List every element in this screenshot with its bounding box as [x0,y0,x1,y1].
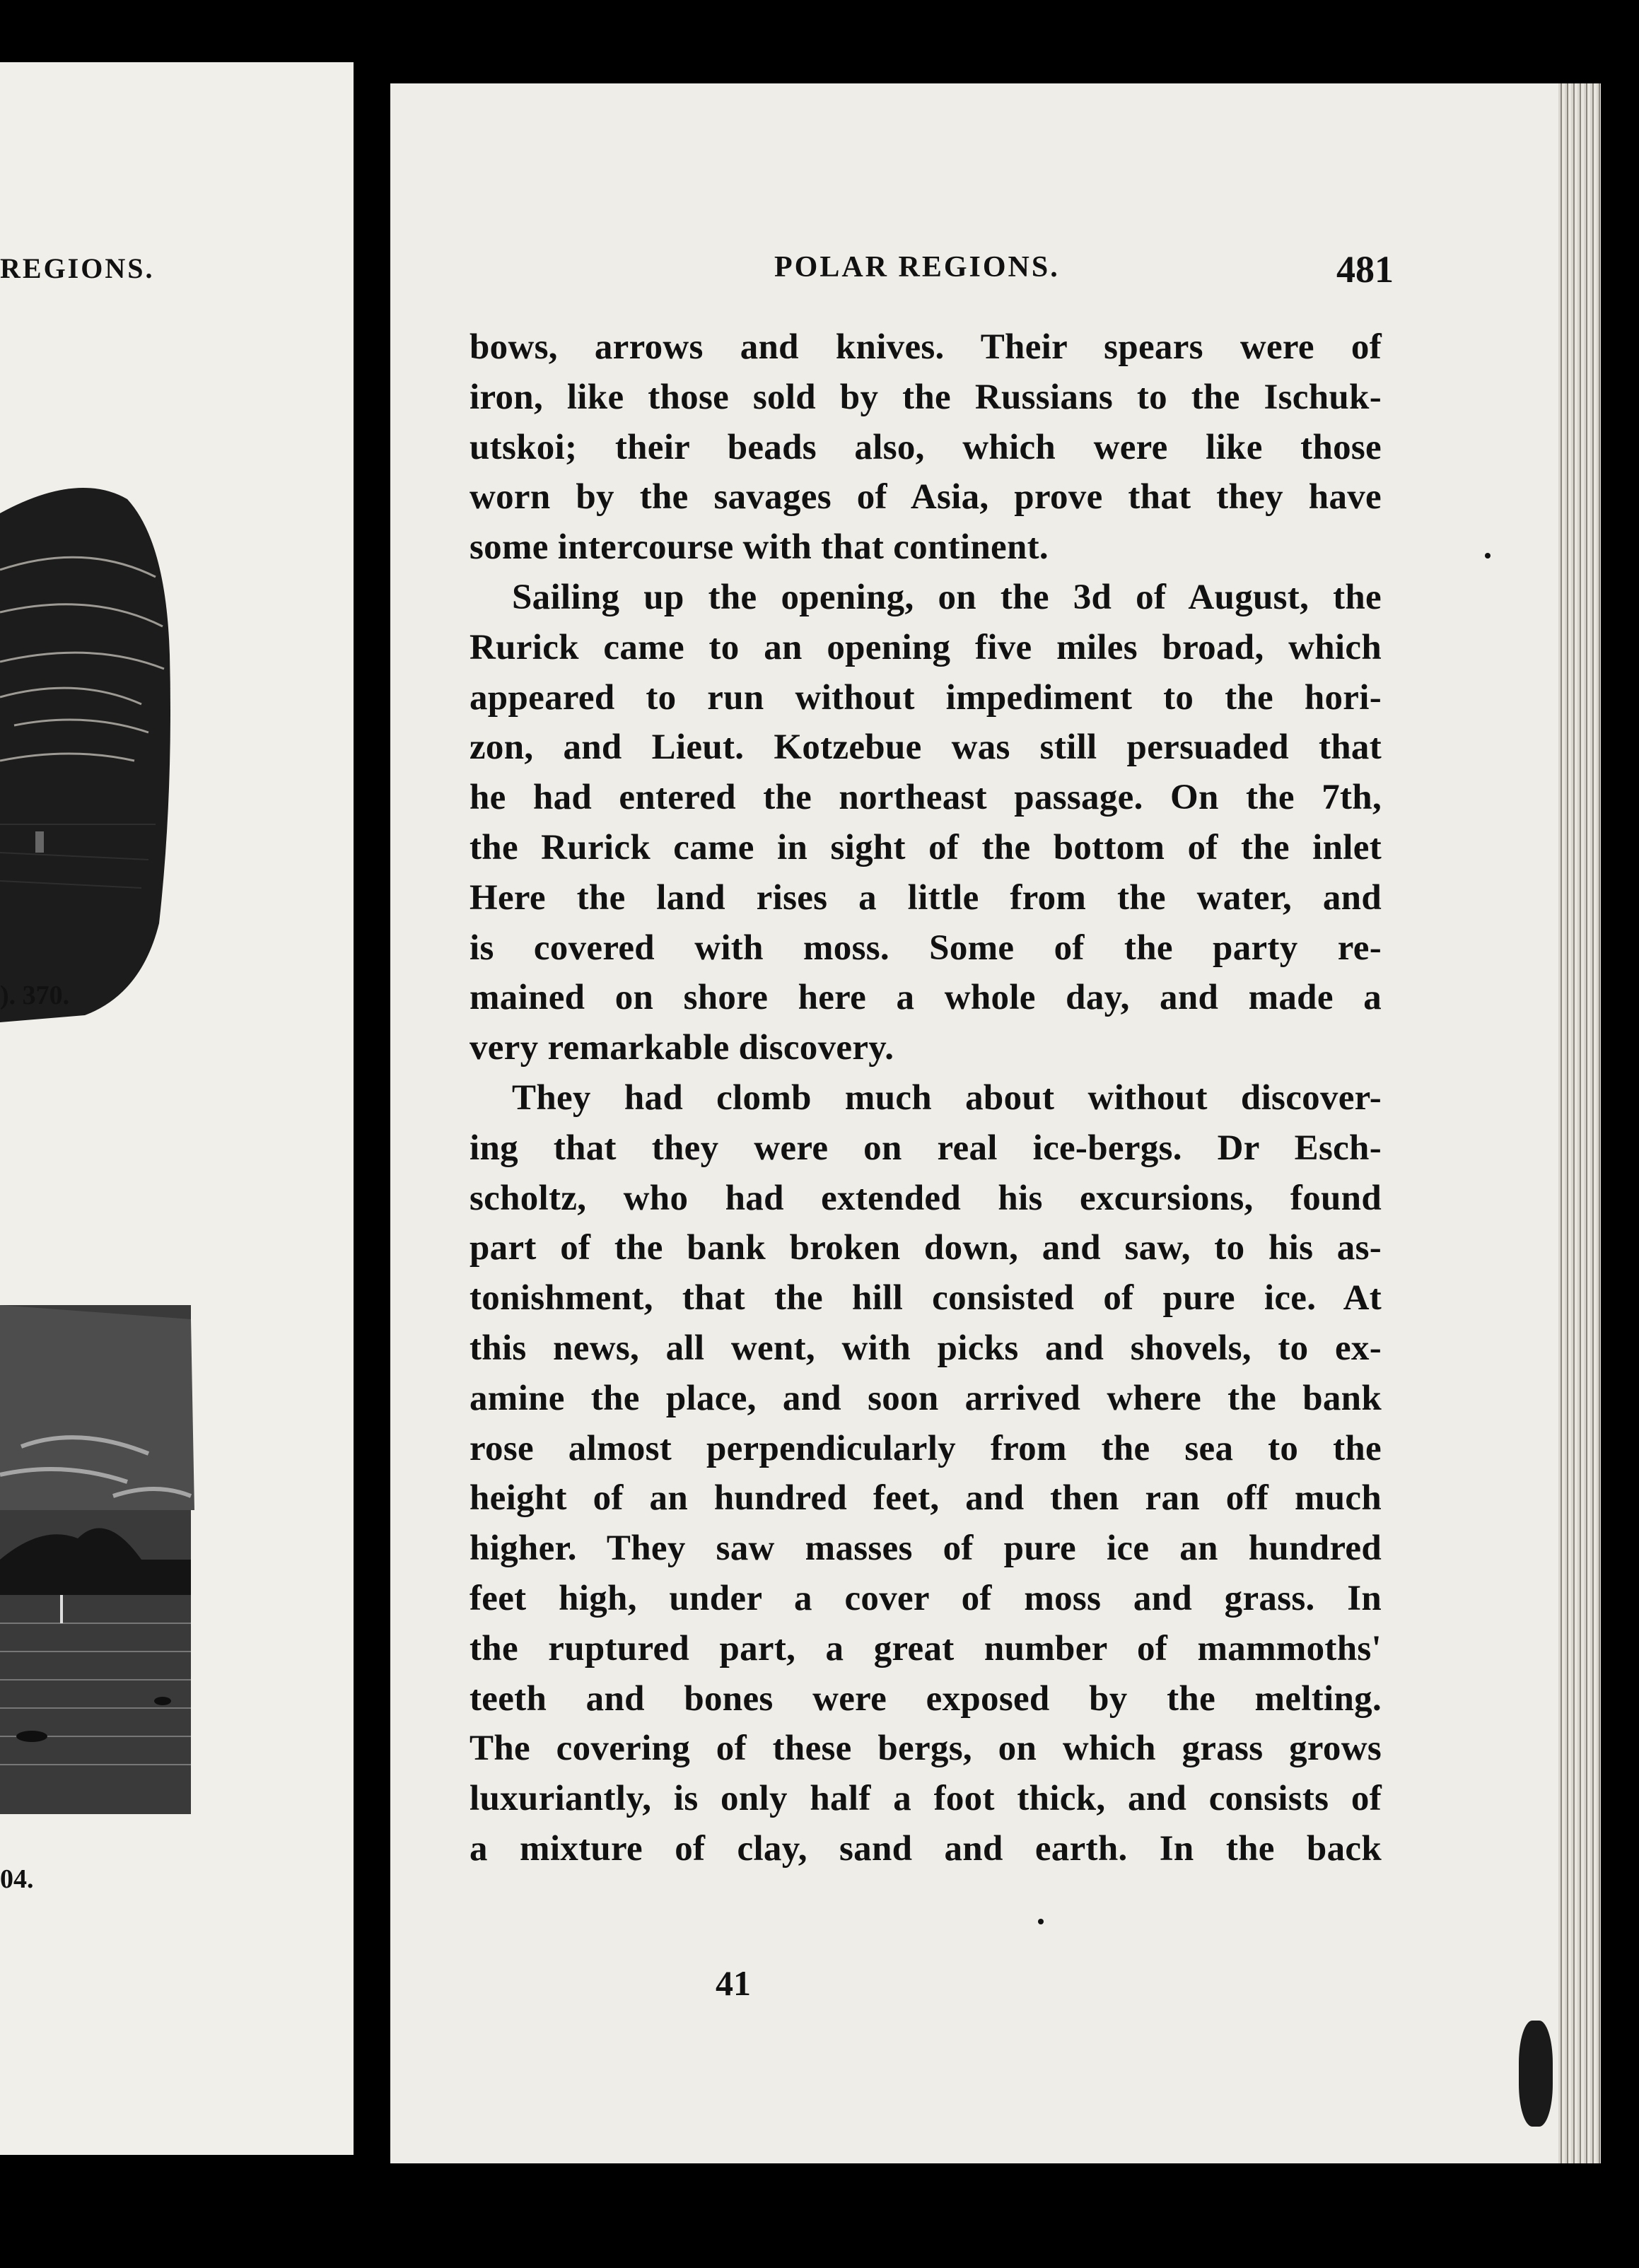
text-line: scholtz, who had extended his excursions, found [469,1178,1382,1218]
text-line: higher. They saw masses of pure ice an hundred [469,1528,1382,1569]
bottom-engraving-caption: 04. [0,1864,34,1894]
text-line: bows, arrows and knives. Their spears were of [469,327,1382,367]
text-line: this news, all went, with picks and shovels, to ex- [469,1328,1382,1368]
text-line: a mixture of clay, sand and earth. In the back [469,1828,1382,1869]
text-line: utskoi; their beads also, which were like those [469,427,1382,467]
top-engraving-caption: ). 370. [0,981,70,1010]
page-edges [1558,83,1601,2163]
text-line: height of an hundred feet, and then ran off much [469,1478,1382,1519]
text-line: feet high, under a cover of moss and grass. In [469,1578,1382,1618]
text-line: They had clomb much about without discover- [512,1077,1382,1118]
body-text [469,322,1382,1874]
text-line: luxuriantly, is only half a foot thick, and consists of [469,1779,1382,1819]
text-line: part of the bank broken down, and saw, to his as- [469,1228,1382,1268]
text-line: is covered with moss. Some of the party re- [469,928,1382,968]
text-line: rose almost perpendicularly from the sea to the [469,1428,1382,1468]
text-line: Sailing up the opening, on the 3d of August, the [512,577,1382,617]
page-number: 481 [1336,248,1394,291]
text-line: appeared to run without impediment to the hori- [469,677,1382,718]
margin-speck [1038,1919,1044,1924]
text-line: iron, like those sold by the Russians to the Ischuk- [469,377,1382,417]
signature-mark: 41 [716,1963,751,2003]
text-line: very remarkable discovery. [469,1028,894,1068]
text-line: Here the land rises a little from the water, and [469,877,1382,918]
text-line: amine the place, and soon arrived where the bank [469,1378,1382,1418]
left-running-header: REGIONS. [0,252,155,284]
text-line: mained on shore here a whole day, and made a [469,978,1382,1018]
left-page [0,62,354,2155]
book-gutter [354,0,389,2268]
text-line: worn by the savages of Asia, prove that they have [469,477,1382,518]
bottom-engraving [0,1241,205,1835]
text-line: the ruptured part, a great number of mammoths' [469,1628,1382,1668]
text-line: he had entered the northeast passage. On the 7th, [469,778,1382,818]
text-line: Rurick came to an opening five miles broad, which [469,627,1382,667]
text-line: ing that they were on real ice-bergs. Dr Esch- [469,1128,1382,1168]
running-head [390,248,1394,300]
binding-shadow [1519,2021,1553,2127]
margin-speck [1485,553,1491,559]
running-title: POLAR REGIONS. [774,251,1060,284]
right-page [390,83,1601,2163]
top-engraving [0,428,177,1036]
text-line: some intercourse with that continent. [469,527,1049,568]
text-line: teeth and bones were exposed by the melting. [469,1678,1382,1719]
text-line: zon, and Lieut. Kotzebue was still persuaded that [469,727,1382,768]
text-line: the Rurick came in sight of the bottom of the inlet [469,827,1382,867]
text-line: tonishment, that the hill consisted of pure ice. At [469,1278,1382,1319]
text-line: The covering of these bergs, on which grass grows [469,1729,1382,1769]
